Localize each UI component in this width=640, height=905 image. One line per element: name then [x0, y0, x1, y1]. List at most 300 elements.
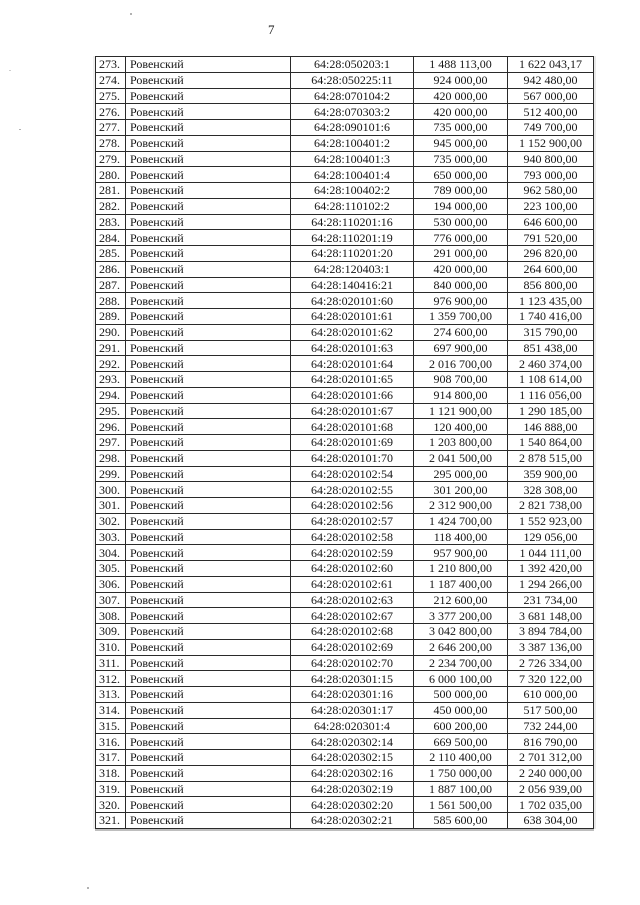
cadastral-number-cell: 64:28:020102:63: [291, 592, 414, 608]
value-column-1-cell: 420 000,00: [414, 261, 508, 277]
cadastral-number-cell: 64:28:020102:59: [291, 545, 414, 561]
cadastral-number-cell: 64:28:020302:14: [291, 734, 414, 750]
district-name-cell: Ровенский: [126, 450, 291, 466]
table-row: [96, 419, 594, 435]
value-column-2-cell: 129 056,00: [508, 529, 594, 545]
district-name-cell: Ровенский: [126, 435, 291, 451]
table-row: [96, 702, 594, 718]
district-name-cell: Ровенский: [126, 120, 291, 136]
cadastral-number-cell: 64:28:020101:61: [291, 309, 414, 325]
table-row: [96, 450, 594, 466]
value-column-1-cell: 118 400,00: [414, 529, 508, 545]
value-column-2-cell: 851 438,00: [508, 340, 594, 356]
row-number-cell: 291.: [96, 340, 126, 356]
value-column-1-cell: 2 312 900,00: [414, 498, 508, 514]
table-row: [96, 624, 594, 640]
value-column-2-cell: 315 790,00: [508, 324, 594, 340]
table-row: [96, 561, 594, 577]
row-number-cell: 292.: [96, 356, 126, 372]
table-row: [96, 104, 594, 120]
cadastral-number-cell: 64:28:020101:64: [291, 356, 414, 372]
value-column-2-cell: 962 580,00: [508, 183, 594, 199]
cadastral-number-cell: 64:28:020102:58: [291, 529, 414, 545]
district-name-cell: Ровенский: [126, 608, 291, 624]
district-name-cell: Ровенский: [126, 592, 291, 608]
value-column-2-cell: 1 290 185,00: [508, 403, 594, 419]
value-column-1-cell: 500 000,00: [414, 687, 508, 703]
table-row: [96, 576, 594, 592]
value-column-1-cell: 1 121 900,00: [414, 403, 508, 419]
cadastral-number-cell: 64:28:050225:11: [291, 72, 414, 88]
value-column-2-cell: 3 894 784,00: [508, 624, 594, 640]
value-column-1-cell: 789 000,00: [414, 183, 508, 199]
value-column-2-cell: 1 108 614,00: [508, 372, 594, 388]
row-number-cell: 282.: [96, 198, 126, 214]
row-number-cell: 302.: [96, 513, 126, 529]
scan-speck: [130, 13, 132, 15]
cadastral-number-cell: 64:28:020101:69: [291, 435, 414, 451]
value-column-1-cell: 2 110 400,00: [414, 750, 508, 766]
district-name-cell: Ровенский: [126, 482, 291, 498]
cadastral-number-cell: 64:28:020302:19: [291, 781, 414, 797]
cadastral-number-cell: 64:28:020101:67: [291, 403, 414, 419]
cadastral-number-cell: 64:28:020101:60: [291, 293, 414, 309]
district-name-cell: Ровенский: [126, 797, 291, 813]
value-column-2-cell: 1 702 035,00: [508, 797, 594, 813]
row-number-cell: 312.: [96, 671, 126, 687]
row-number-cell: 297.: [96, 435, 126, 451]
district-name-cell: Ровенский: [126, 293, 291, 309]
district-name-cell: Ровенский: [126, 466, 291, 482]
table-row: [96, 435, 594, 451]
value-column-2-cell: 2 726 334,00: [508, 655, 594, 671]
row-number-cell: 320.: [96, 797, 126, 813]
scan-speck: [9, 70, 11, 71]
value-column-1-cell: 1 488 113,00: [414, 57, 508, 73]
value-column-2-cell: 1 392 420,00: [508, 561, 594, 577]
table-row: [96, 261, 594, 277]
value-column-1-cell: 945 000,00: [414, 135, 508, 151]
cadastral-number-cell: 64:28:020102:55: [291, 482, 414, 498]
district-name-cell: Ровенский: [126, 529, 291, 545]
row-number-cell: 314.: [96, 702, 126, 718]
value-column-2-cell: 942 480,00: [508, 72, 594, 88]
row-number-cell: 299.: [96, 466, 126, 482]
cadastral-number-cell: 64:28:110102:2: [291, 198, 414, 214]
district-name-cell: Ровенский: [126, 403, 291, 419]
value-column-2-cell: 567 000,00: [508, 88, 594, 104]
district-name-cell: Ровенский: [126, 309, 291, 325]
cadastral-number-cell: 64:28:100401:3: [291, 151, 414, 167]
cadastral-number-cell: 64:28:020101:62: [291, 324, 414, 340]
value-column-1-cell: 420 000,00: [414, 88, 508, 104]
page-number: 7: [268, 22, 275, 37]
value-column-1-cell: 2 234 700,00: [414, 655, 508, 671]
cadastral-number-cell: 64:28:020102:68: [291, 624, 414, 640]
value-column-1-cell: 1 887 100,00: [414, 781, 508, 797]
district-name-cell: Ровенский: [126, 72, 291, 88]
cadastral-number-cell: 64:28:020102:60: [291, 561, 414, 577]
district-name-cell: Ровенский: [126, 372, 291, 388]
row-number-cell: 305.: [96, 561, 126, 577]
cadastral-number-cell: 64:28:070303:2: [291, 104, 414, 120]
cadastral-number-cell: 64:28:020301:17: [291, 702, 414, 718]
table-row: [96, 293, 594, 309]
cadastral-number-cell: 64:28:020102:70: [291, 655, 414, 671]
value-column-2-cell: 146 888,00: [508, 419, 594, 435]
cadastral-number-cell: 64:28:050203:1: [291, 57, 414, 73]
row-number-cell: 304.: [96, 545, 126, 561]
row-number-cell: 306.: [96, 576, 126, 592]
table-row: [96, 498, 594, 514]
district-name-cell: Ровенский: [126, 230, 291, 246]
row-number-cell: 286.: [96, 261, 126, 277]
value-column-1-cell: 1 750 000,00: [414, 765, 508, 781]
value-column-1-cell: 650 000,00: [414, 167, 508, 183]
table-row: [96, 671, 594, 687]
value-column-1-cell: 2 041 500,00: [414, 450, 508, 466]
value-column-1-cell: 697 900,00: [414, 340, 508, 356]
value-column-2-cell: 517 500,00: [508, 702, 594, 718]
row-number-cell: 303.: [96, 529, 126, 545]
value-column-2-cell: 2 821 738,00: [508, 498, 594, 514]
value-column-2-cell: 856 800,00: [508, 277, 594, 293]
cadastral-number-cell: 64:28:020102:61: [291, 576, 414, 592]
value-column-2-cell: 1 294 266,00: [508, 576, 594, 592]
district-name-cell: Ровенский: [126, 246, 291, 262]
value-column-1-cell: 735 000,00: [414, 151, 508, 167]
value-column-1-cell: 291 000,00: [414, 246, 508, 262]
row-number-cell: 296.: [96, 419, 126, 435]
value-column-1-cell: 2 016 700,00: [414, 356, 508, 372]
table-row: [96, 57, 594, 73]
table-row: [96, 718, 594, 734]
district-name-cell: Ровенский: [126, 104, 291, 120]
cadastral-number-cell: 64:28:020101:70: [291, 450, 414, 466]
table-row: [96, 183, 594, 199]
row-number-cell: 301.: [96, 498, 126, 514]
row-number-cell: 309.: [96, 624, 126, 640]
district-name-cell: Ровенский: [126, 624, 291, 640]
table-row: [96, 309, 594, 325]
row-number-cell: 310.: [96, 639, 126, 655]
cadastral-number-cell: 64:28:020102:56: [291, 498, 414, 514]
value-column-2-cell: 793 000,00: [508, 167, 594, 183]
value-column-2-cell: 732 244,00: [508, 718, 594, 734]
table-row: [96, 120, 594, 136]
value-column-1-cell: 669 500,00: [414, 734, 508, 750]
row-number-cell: 289.: [96, 309, 126, 325]
row-number-cell: 287.: [96, 277, 126, 293]
value-column-2-cell: 646 600,00: [508, 214, 594, 230]
value-column-1-cell: 735 000,00: [414, 120, 508, 136]
district-name-cell: Ровенский: [126, 671, 291, 687]
cadastral-number-cell: 64:28:020302:16: [291, 765, 414, 781]
value-column-2-cell: 7 320 122,00: [508, 671, 594, 687]
value-column-1-cell: 908 700,00: [414, 372, 508, 388]
row-number-cell: 288.: [96, 293, 126, 309]
value-column-2-cell: 749 700,00: [508, 120, 594, 136]
value-column-2-cell: 1 152 900,00: [508, 135, 594, 151]
district-name-cell: Ровенский: [126, 356, 291, 372]
row-number-cell: 275.: [96, 88, 126, 104]
table-row: [96, 545, 594, 561]
value-column-2-cell: 1 552 923,00: [508, 513, 594, 529]
district-name-cell: Ровенский: [126, 151, 291, 167]
row-number-cell: 318.: [96, 765, 126, 781]
value-column-2-cell: 328 308,00: [508, 482, 594, 498]
row-number-cell: 308.: [96, 608, 126, 624]
table-row: [96, 214, 594, 230]
value-column-1-cell: 2 646 200,00: [414, 639, 508, 655]
cadastral-number-cell: 64:28:020302:21: [291, 813, 414, 829]
district-name-cell: Ровенский: [126, 261, 291, 277]
district-name-cell: Ровенский: [126, 340, 291, 356]
value-column-2-cell: 512 400,00: [508, 104, 594, 120]
value-column-1-cell: 1 187 400,00: [414, 576, 508, 592]
district-name-cell: Ровенский: [126, 513, 291, 529]
district-name-cell: Ровенский: [126, 655, 291, 671]
value-column-2-cell: 3 681 148,00: [508, 608, 594, 624]
row-number-cell: 293.: [96, 372, 126, 388]
value-column-1-cell: 924 000,00: [414, 72, 508, 88]
table-row: [96, 466, 594, 482]
cadastral-number-cell: 64:28:020302:20: [291, 797, 414, 813]
district-name-cell: Ровенский: [126, 198, 291, 214]
table-row: [96, 592, 594, 608]
value-column-1-cell: 3 377 200,00: [414, 608, 508, 624]
row-number-cell: 319.: [96, 781, 126, 797]
table-row: [96, 655, 594, 671]
table-row: [96, 765, 594, 781]
value-column-1-cell: 840 000,00: [414, 277, 508, 293]
row-number-cell: 290.: [96, 324, 126, 340]
value-column-1-cell: 120 400,00: [414, 419, 508, 435]
value-column-2-cell: 638 304,00: [508, 813, 594, 829]
value-column-2-cell: 816 790,00: [508, 734, 594, 750]
table-row: [96, 403, 594, 419]
row-number-cell: 313.: [96, 687, 126, 703]
district-name-cell: Ровенский: [126, 88, 291, 104]
table-row: [96, 639, 594, 655]
cadastral-number-cell: 64:28:020101:66: [291, 387, 414, 403]
district-name-cell: Ровенский: [126, 639, 291, 655]
table-row: [96, 356, 594, 372]
cadastral-number-cell: 64:28:020302:15: [291, 750, 414, 766]
value-column-1-cell: 295 000,00: [414, 466, 508, 482]
table-row: [96, 324, 594, 340]
table-row: [96, 687, 594, 703]
cadastral-number-cell: 64:28:020101:63: [291, 340, 414, 356]
cadastral-number-cell: 64:28:020102:69: [291, 639, 414, 655]
cadastral-number-cell: 64:28:020301:4: [291, 718, 414, 734]
district-name-cell: Ровенский: [126, 183, 291, 199]
cadastral-number-cell: 64:28:110201:20: [291, 246, 414, 262]
row-number-cell: 276.: [96, 104, 126, 120]
value-column-2-cell: 3 387 136,00: [508, 639, 594, 655]
district-name-cell: Ровенский: [126, 167, 291, 183]
table-row: [96, 813, 594, 829]
table-row: [96, 230, 594, 246]
table-row: [96, 151, 594, 167]
value-column-1-cell: 914 800,00: [414, 387, 508, 403]
district-name-cell: Ровенский: [126, 324, 291, 340]
value-column-1-cell: 957 900,00: [414, 545, 508, 561]
cadastral-number-cell: 64:28:070104:2: [291, 88, 414, 104]
cadastral-number-cell: 64:28:020101:68: [291, 419, 414, 435]
table-row: [96, 88, 594, 104]
cadastral-number-cell: 64:28:100402:2: [291, 183, 414, 199]
district-name-cell: Ровенский: [126, 57, 291, 73]
table-row: [96, 608, 594, 624]
value-column-1-cell: 1 203 800,00: [414, 435, 508, 451]
row-number-cell: 277.: [96, 120, 126, 136]
district-name-cell: Ровенский: [126, 702, 291, 718]
row-number-cell: 281.: [96, 183, 126, 199]
value-column-2-cell: 2 056 939,00: [508, 781, 594, 797]
row-number-cell: 294.: [96, 387, 126, 403]
table-row: [96, 482, 594, 498]
district-name-cell: Ровенский: [126, 750, 291, 766]
value-column-1-cell: 1 561 500,00: [414, 797, 508, 813]
value-column-2-cell: 1 116 056,00: [508, 387, 594, 403]
table-row: [96, 135, 594, 151]
table-row: [96, 797, 594, 813]
table-row: [96, 167, 594, 183]
district-name-cell: Ровенский: [126, 277, 291, 293]
row-number-cell: 278.: [96, 135, 126, 151]
district-name-cell: Ровенский: [126, 734, 291, 750]
value-column-1-cell: 194 000,00: [414, 198, 508, 214]
table-row: [96, 277, 594, 293]
row-number-cell: 298.: [96, 450, 126, 466]
value-column-1-cell: 1 424 700,00: [414, 513, 508, 529]
row-number-cell: 321.: [96, 813, 126, 829]
district-name-cell: Ровенский: [126, 545, 291, 561]
cadastral-number-cell: 64:28:100401:2: [291, 135, 414, 151]
row-number-cell: 279.: [96, 151, 126, 167]
district-name-cell: Ровенский: [126, 387, 291, 403]
district-name-cell: Ровенский: [126, 498, 291, 514]
value-column-2-cell: 223 100,00: [508, 198, 594, 214]
value-column-2-cell: 2 460 374,00: [508, 356, 594, 372]
value-column-2-cell: 1 044 111,00: [508, 545, 594, 561]
row-number-cell: 273.: [96, 57, 126, 73]
row-number-cell: 285.: [96, 246, 126, 262]
row-number-cell: 317.: [96, 750, 126, 766]
value-column-2-cell: 2 701 312,00: [508, 750, 594, 766]
value-column-2-cell: 1 740 416,00: [508, 309, 594, 325]
parcel-table: [95, 56, 594, 829]
cadastral-number-cell: 64:28:020101:65: [291, 372, 414, 388]
table-row: [96, 340, 594, 356]
value-column-1-cell: 976 900,00: [414, 293, 508, 309]
table-row: [96, 372, 594, 388]
row-number-cell: 315.: [96, 718, 126, 734]
table-row: [96, 246, 594, 262]
table-row: [96, 387, 594, 403]
row-number-cell: 307.: [96, 592, 126, 608]
district-name-cell: Ровенский: [126, 813, 291, 829]
cadastral-number-cell: 64:28:020301:16: [291, 687, 414, 703]
table-row: [96, 513, 594, 529]
district-name-cell: Ровенский: [126, 561, 291, 577]
value-column-2-cell: 1 622 043,17: [508, 57, 594, 73]
cadastral-number-cell: 64:28:110201:16: [291, 214, 414, 230]
value-column-1-cell: 600 200,00: [414, 718, 508, 734]
table-row: [96, 750, 594, 766]
table-row: [96, 198, 594, 214]
row-number-cell: 274.: [96, 72, 126, 88]
value-column-1-cell: 776 000,00: [414, 230, 508, 246]
row-number-cell: 283.: [96, 214, 126, 230]
value-column-2-cell: 1 540 864,00: [508, 435, 594, 451]
parcel-table-body: [96, 57, 594, 829]
value-column-2-cell: 296 820,00: [508, 246, 594, 262]
value-column-2-cell: 791 520,00: [508, 230, 594, 246]
cadastral-number-cell: 64:28:120403:1: [291, 261, 414, 277]
value-column-2-cell: 231 734,00: [508, 592, 594, 608]
table-row: [96, 72, 594, 88]
value-column-1-cell: 1 359 700,00: [414, 309, 508, 325]
district-name-cell: Ровенский: [126, 135, 291, 151]
value-column-1-cell: 6 000 100,00: [414, 671, 508, 687]
cadastral-number-cell: 64:28:110201:19: [291, 230, 414, 246]
value-column-2-cell: 359 900,00: [508, 466, 594, 482]
value-column-1-cell: 530 000,00: [414, 214, 508, 230]
row-number-cell: 300.: [96, 482, 126, 498]
cadastral-number-cell: 64:28:020102:57: [291, 513, 414, 529]
value-column-1-cell: 420 000,00: [414, 104, 508, 120]
value-column-1-cell: 301 200,00: [414, 482, 508, 498]
table-row: [96, 781, 594, 797]
district-name-cell: Ровенский: [126, 718, 291, 734]
district-name-cell: Ровенский: [126, 214, 291, 230]
cadastral-number-cell: 64:28:090101:6: [291, 120, 414, 136]
district-name-cell: Ровенский: [126, 576, 291, 592]
value-column-1-cell: 3 042 800,00: [414, 624, 508, 640]
row-number-cell: 311.: [96, 655, 126, 671]
table-row: [96, 529, 594, 545]
cadastral-number-cell: 64:28:140416:21: [291, 277, 414, 293]
district-name-cell: Ровенский: [126, 781, 291, 797]
cadastral-number-cell: 64:28:100401:4: [291, 167, 414, 183]
scan-speck: [19, 129, 21, 130]
row-number-cell: 280.: [96, 167, 126, 183]
value-column-2-cell: 610 000,00: [508, 687, 594, 703]
table-row: [96, 734, 594, 750]
value-column-2-cell: 264 600,00: [508, 261, 594, 277]
value-column-2-cell: 2 878 515,00: [508, 450, 594, 466]
district-name-cell: Ровенский: [126, 687, 291, 703]
value-column-2-cell: 940 800,00: [508, 151, 594, 167]
value-column-2-cell: 1 123 435,00: [508, 293, 594, 309]
district-name-cell: Ровенский: [126, 419, 291, 435]
value-column-1-cell: 274 600,00: [414, 324, 508, 340]
row-number-cell: 284.: [96, 230, 126, 246]
value-column-2-cell: 2 240 000,00: [508, 765, 594, 781]
row-number-cell: 295.: [96, 403, 126, 419]
cadastral-number-cell: 64:28:020102:54: [291, 466, 414, 482]
value-column-1-cell: 450 000,00: [414, 702, 508, 718]
value-column-1-cell: 585 600,00: [414, 813, 508, 829]
district-name-cell: Ровенский: [126, 765, 291, 781]
scan-speck: [87, 887, 89, 889]
value-column-1-cell: 212 600,00: [414, 592, 508, 608]
cadastral-number-cell: 64:28:020102:67: [291, 608, 414, 624]
cadastral-number-cell: 64:28:020301:15: [291, 671, 414, 687]
value-column-1-cell: 1 210 800,00: [414, 561, 508, 577]
